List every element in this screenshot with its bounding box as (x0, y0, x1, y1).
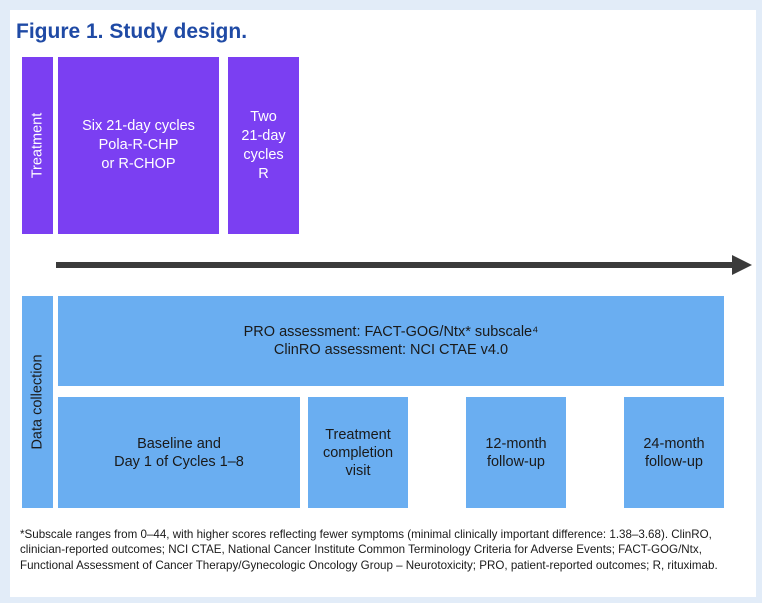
footnote: *Subscale ranges from 0–44, with higher scores reflecting fewer symptoms (minimal clinically important difference: 1.38–3.68). ClinRO, clinician-reported outcomes; NCI CTAE, National Cancer Institute Common Terminology Criteria for Adverse Events; FACT-GOG/Ntx, Functional Assessment of Cancer Therapy/Gynecologic Oncology Group – Neurotoxicity; PRO, patient-reported outcomes; R, rituximab. (20, 528, 718, 572)
treatment-label-box (22, 57, 53, 234)
timeline-arrow-shaft (56, 262, 732, 268)
timepoint-24-month: 24-month follow-up (624, 397, 724, 508)
timepoint-treatment-completion: Treatment completion visit (308, 397, 408, 508)
data-collection-label: Data collection (29, 354, 46, 450)
treatment-label: Treatment (29, 112, 46, 179)
timeline-arrow-head (732, 255, 752, 275)
treatment-box-six-cycles: Six 21-day cycles Pola-R-CHP or R-CHOP (58, 57, 219, 234)
timepoint-baseline: Baseline and Day 1 of Cycles 1–8 (58, 397, 300, 508)
treatment-box-two-cycles: Two 21-day cycles R (228, 57, 299, 234)
timepoint-12-month: 12-month follow-up (466, 397, 566, 508)
data-collection-label-box (22, 296, 53, 508)
timeline-arrow (56, 255, 752, 275)
assessment-box: PRO assessment: FACT-GOG/Ntx* subscale⁴ ClinRO assessment: NCI CTAE v4.0 (58, 296, 724, 386)
figure-title: Figure 1. Study design. (16, 20, 248, 43)
